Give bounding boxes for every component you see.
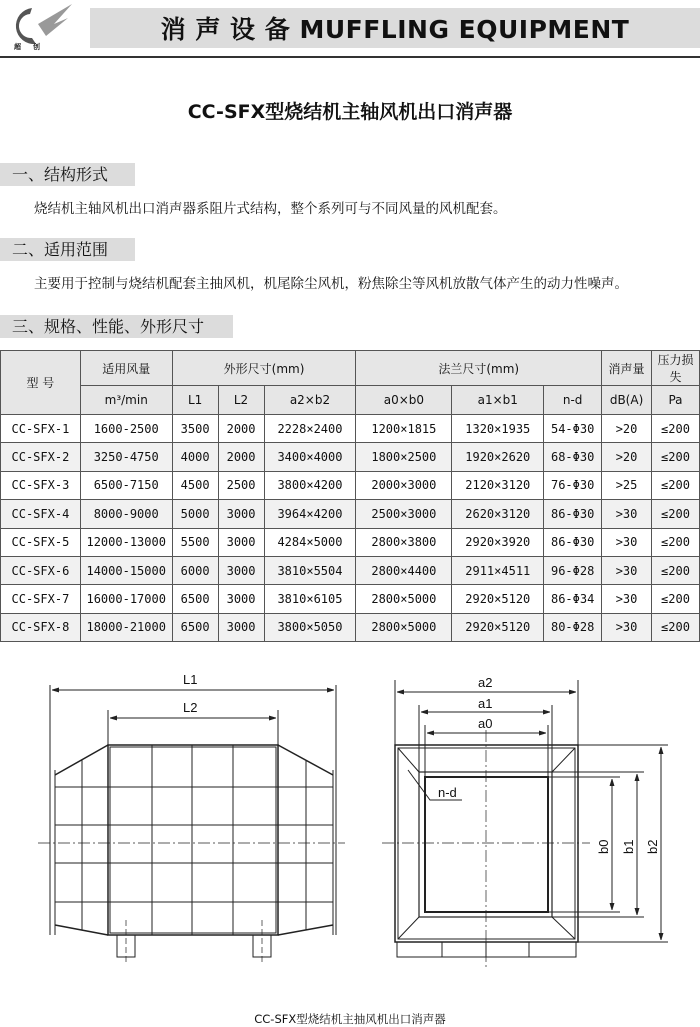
table-row <box>1 500 700 528</box>
table-cell: >20 <box>602 443 652 471</box>
table-row <box>1 443 700 471</box>
table-cell: 6500-7150 <box>80 471 172 499</box>
table-cell: 2000×3000 <box>356 471 452 499</box>
header-model: 型 号 <box>1 351 81 415</box>
table-cell: 1200×1815 <box>356 415 452 443</box>
table-cell: 2000 <box>218 415 264 443</box>
header-a0b0: a0×b0 <box>356 386 452 415</box>
header-flow-unit: m³/min <box>80 386 172 415</box>
section-heading-specs: 三、规格、性能、外形尺寸 <box>0 315 233 338</box>
table-cell: ≤200 <box>652 585 700 613</box>
drawing-caption: CC-SFX型烧结机主抽风机出口消声器 <box>254 1012 446 1026</box>
table-cell: 2920×5120 <box>452 585 544 613</box>
section-heading-scope: 二、适用范围 <box>0 238 135 261</box>
table-cell: 2800×4400 <box>356 556 452 584</box>
table-cell: CC-SFX-2 <box>1 443 81 471</box>
table-cell: 86-Φ30 <box>544 500 602 528</box>
label-l2: L2 <box>183 700 198 715</box>
table-cell: ≤200 <box>652 471 700 499</box>
section-text-structure: 烧结机主轴风机出口消声器系阻片式结构，整个系列可与不同风量的风机配套。 <box>34 201 507 217</box>
table-cell: 5000 <box>172 500 218 528</box>
header-divider <box>0 56 700 58</box>
table-cell: 2620×3120 <box>452 500 544 528</box>
table-cell: 5500 <box>172 528 218 556</box>
table-cell: 1800×2500 <box>356 443 452 471</box>
table-cell: ≤200 <box>652 556 700 584</box>
table-cell: ≤200 <box>652 528 700 556</box>
label-a1: a1 <box>478 696 493 711</box>
table-cell: CC-SFX-7 <box>1 585 81 613</box>
table-cell: 3400×4000 <box>264 443 356 471</box>
table-cell: 3000 <box>218 585 264 613</box>
table-cell: 3800×5050 <box>264 613 356 641</box>
table-cell: 76-Φ30 <box>544 471 602 499</box>
table-cell: >30 <box>602 528 652 556</box>
table-cell: 2228×2400 <box>264 415 356 443</box>
table-cell: 86-Φ34 <box>544 585 602 613</box>
table-cell: 86-Φ30 <box>544 528 602 556</box>
table-cell: 2920×5120 <box>452 613 544 641</box>
table-cell: 6000 <box>172 556 218 584</box>
table-row <box>1 585 700 613</box>
table-cell: 4500 <box>172 471 218 499</box>
table-cell: 12000-13000 <box>80 528 172 556</box>
table-cell: 96-Φ28 <box>544 556 602 584</box>
table-cell: 1320×1935 <box>452 415 544 443</box>
table-cell: 54-Φ30 <box>544 415 602 443</box>
header-outer-dims: 外形尺寸(mm) <box>172 351 356 386</box>
logo-text: 超创 <box>14 43 52 51</box>
table-cell: CC-SFX-5 <box>1 528 81 556</box>
header-noise-unit: dB(A) <box>602 386 652 415</box>
header-loss: 压力损失 <box>652 351 700 386</box>
table-cell: CC-SFX-8 <box>1 613 81 641</box>
spec-table <box>0 350 700 642</box>
header-nd: n-d <box>544 386 602 415</box>
table-cell: 14000-15000 <box>80 556 172 584</box>
table-row <box>1 613 700 641</box>
table-row <box>1 415 700 443</box>
table-cell: >30 <box>602 585 652 613</box>
table-cell: ≤200 <box>652 500 700 528</box>
table-cell: 68-Φ30 <box>544 443 602 471</box>
table-cell: 3500 <box>172 415 218 443</box>
header-l1: L1 <box>172 386 218 415</box>
table-cell: 3000 <box>218 500 264 528</box>
table-cell: >30 <box>602 556 652 584</box>
section-heading-structure: 一、结构形式 <box>0 163 135 186</box>
header-loss-unit: Pa <box>652 386 700 415</box>
header-flow: 适用风量 <box>80 351 172 386</box>
header-a2b2: a2×b2 <box>264 386 356 415</box>
table-row <box>1 556 700 584</box>
label-b2: b2 <box>645 839 660 854</box>
table-cell: ≤200 <box>652 443 700 471</box>
table-cell: 2500×3000 <box>356 500 452 528</box>
banner-title: 消 声 设 备 MUFFLING EQUIPMENT <box>90 8 700 48</box>
table-cell: >30 <box>602 500 652 528</box>
table-row <box>1 528 700 556</box>
table-cell: CC-SFX-3 <box>1 471 81 499</box>
table-cell: 3810×5504 <box>264 556 356 584</box>
front-view <box>382 680 668 970</box>
table-cell: ≤200 <box>652 613 700 641</box>
table-cell: >20 <box>602 415 652 443</box>
table-cell: 4000 <box>172 443 218 471</box>
table-cell: 80-Φ28 <box>544 613 602 641</box>
label-nd: n-d <box>438 785 457 800</box>
header-l2: L2 <box>218 386 264 415</box>
table-cell: CC-SFX-6 <box>1 556 81 584</box>
table-cell: >25 <box>602 471 652 499</box>
label-a2: a2 <box>478 675 493 690</box>
table-cell: 1600-2500 <box>80 415 172 443</box>
table-cell: 3964×4200 <box>264 500 356 528</box>
table-cell: 2000 <box>218 443 264 471</box>
side-view <box>38 685 345 965</box>
header-a1b1: a1×b1 <box>452 386 544 415</box>
table-cell: 3250-4750 <box>80 443 172 471</box>
muffler-drawing <box>0 660 700 1010</box>
table-row <box>1 471 700 499</box>
table-cell: 4284×5000 <box>264 528 356 556</box>
table-cell: 2800×5000 <box>356 613 452 641</box>
table-cell: 2800×5000 <box>356 585 452 613</box>
table-cell: 6500 <box>172 613 218 641</box>
label-l1: L1 <box>183 672 198 687</box>
table-cell: 3000 <box>218 613 264 641</box>
table-cell: CC-SFX-4 <box>1 500 81 528</box>
table-cell: CC-SFX-1 <box>1 415 81 443</box>
label-b1: b1 <box>621 839 636 854</box>
table-cell: ≤200 <box>652 415 700 443</box>
table-cell: 2911×4511 <box>452 556 544 584</box>
table-cell: 8000-9000 <box>80 500 172 528</box>
header-noise: 消声量 <box>602 351 652 386</box>
table-cell: 2920×3920 <box>452 528 544 556</box>
table-cell: 1920×2620 <box>452 443 544 471</box>
table-cell: 3800×4200 <box>264 471 356 499</box>
label-a0: a0 <box>478 716 493 731</box>
section-text-scope: 主要用于控制与烧结机配套主抽风机，机尾除尘风机，粉焦除尘等风机放散气体产生的动力性噪声。 <box>34 276 628 292</box>
table-cell: 2120×3120 <box>452 471 544 499</box>
table-cell: 3000 <box>218 556 264 584</box>
table-cell: 3000 <box>218 528 264 556</box>
table-cell: >30 <box>602 613 652 641</box>
header-flange-dims: 法兰尺寸(mm) <box>356 351 602 386</box>
table-cell: 2500 <box>218 471 264 499</box>
table-cell: 18000-21000 <box>80 613 172 641</box>
page-title: CC-SFX型烧结机主轴风机出口消声器 <box>187 101 513 123</box>
table-cell: 16000-17000 <box>80 585 172 613</box>
table-cell: 6500 <box>172 585 218 613</box>
table-cell: 3810×6105 <box>264 585 356 613</box>
table-cell: 2800×3800 <box>356 528 452 556</box>
label-b0: b0 <box>596 839 611 854</box>
